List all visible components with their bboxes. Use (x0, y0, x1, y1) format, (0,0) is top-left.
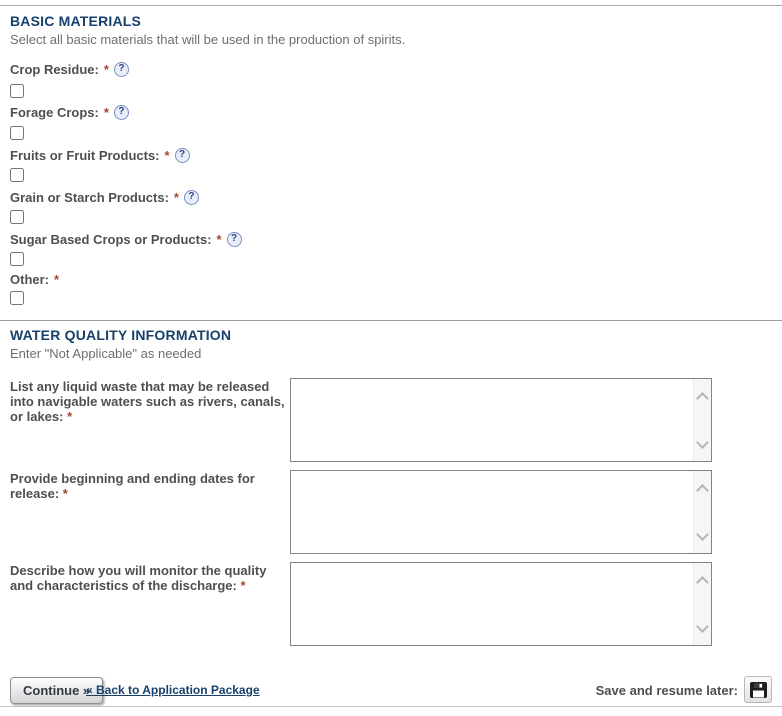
liquid-waste-textarea-frame (290, 378, 712, 462)
basic-materials-title: BASIC MATERIALS (10, 13, 142, 29)
crop-residue-checkbox-wrap (10, 84, 24, 103)
monitor-quality-label-text: Describe how you will monitor the quality and characteristics of the discharge: (10, 563, 267, 593)
release-dates-row (10, 470, 772, 554)
monitor-quality-textarea-frame (290, 562, 712, 646)
fruits-checkbox-wrap (10, 168, 24, 187)
fruits-label: Fruits or Fruit Products: (10, 147, 160, 163)
field-sugar (10, 231, 242, 247)
section-divider (0, 320, 782, 321)
save-resume-label: Save and resume later: (595, 683, 738, 698)
required-asterisk: * (67, 409, 73, 424)
continue-button[interactable]: Continue » (10, 677, 103, 704)
monitor-quality-row (10, 562, 772, 646)
scroll-up-icon[interactable] (698, 575, 707, 584)
field-crop-residue (10, 61, 129, 77)
help-icon[interactable]: ? (114, 105, 129, 120)
floppy-disk-icon (750, 682, 767, 698)
scroll-down-icon[interactable] (698, 440, 707, 449)
fruits-checkbox[interactable] (10, 168, 24, 182)
required-asterisk: * (62, 486, 68, 501)
scroll-up-icon[interactable] (698, 483, 707, 492)
grain-label: Grain or Starch Products: (10, 189, 169, 205)
field-forage-crops (10, 104, 129, 120)
monitor-quality-label (10, 563, 291, 593)
sugar-label: Sugar Based Crops or Products: (10, 231, 212, 247)
forage-crops-checkbox-wrap (10, 126, 24, 145)
grain-checkbox-wrap (10, 210, 24, 229)
monitor-quality-textarea[interactable] (291, 563, 693, 645)
scroll-down-icon[interactable] (698, 624, 707, 633)
crop-residue-checkbox[interactable] (10, 84, 24, 98)
save-and-resume-button[interactable] (744, 676, 772, 703)
liquid-waste-label (10, 379, 291, 424)
grain-checkbox[interactable] (10, 210, 24, 224)
required-asterisk: * (216, 231, 222, 247)
water-quality-subtitle: Enter "Not Applicable" as needed (10, 346, 202, 361)
required-asterisk: * (164, 147, 170, 163)
textarea-scrollbar[interactable] (693, 563, 711, 645)
textarea-scrollbar[interactable] (693, 471, 711, 553)
water-quality-title: WATER QUALITY INFORMATION (10, 327, 232, 343)
help-icon[interactable]: ? (175, 148, 190, 163)
release-dates-label (10, 471, 291, 501)
release-dates-textarea-frame (290, 470, 712, 554)
crop-residue-label: Crop Residue: (10, 61, 99, 77)
required-asterisk: * (54, 271, 60, 287)
liquid-waste-textarea[interactable] (291, 379, 693, 461)
sugar-checkbox[interactable] (10, 252, 24, 266)
liquid-waste-row (10, 378, 772, 462)
basic-materials-subtitle: Select all basic materials that will be used in the production of spirits. (10, 32, 406, 47)
required-asterisk: * (103, 104, 109, 120)
other-checkbox[interactable] (10, 291, 24, 305)
help-icon[interactable]: ? (114, 62, 129, 77)
other-checkbox-wrap (10, 291, 24, 310)
help-icon[interactable]: ? (227, 232, 242, 247)
textarea-scrollbar[interactable] (693, 379, 711, 461)
bottom-divider (0, 706, 782, 707)
required-asterisk: * (103, 61, 109, 77)
top-divider (0, 5, 782, 6)
forage-crops-checkbox[interactable] (10, 126, 24, 140)
back-to-application-package-link[interactable]: « Back to Application Package (86, 683, 260, 697)
other-label: Other: (10, 271, 49, 287)
scroll-down-icon[interactable] (698, 532, 707, 541)
liquid-waste-label-text: List any liquid waste that may be released into navigable waters such as rivers, canals, or lakes: (10, 379, 285, 424)
release-dates-label-text: Provide beginning and ending dates for release: (10, 471, 255, 501)
release-dates-textarea[interactable] (291, 471, 693, 553)
scroll-up-icon[interactable] (698, 391, 707, 400)
required-asterisk: * (173, 189, 179, 205)
sugar-checkbox-wrap (10, 252, 24, 271)
field-fruits (10, 147, 190, 163)
required-asterisk: * (240, 578, 246, 593)
field-other (10, 271, 59, 287)
field-grain (10, 189, 199, 205)
help-icon[interactable]: ? (184, 190, 199, 205)
forage-crops-label: Forage Crops: (10, 104, 99, 120)
